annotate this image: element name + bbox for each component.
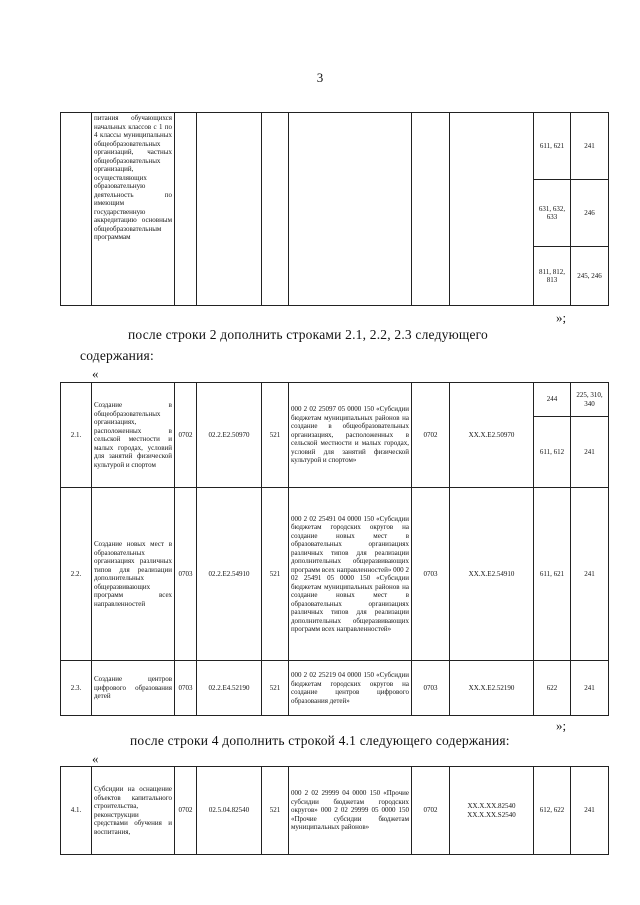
income-code: 000 2 02 25097 05 0000 150 «Субсидии бюджетам муниципальных районов на создание в общеобразовательных организациях, расположенных в сельской местности и малых городах, условий для занятий физической культурой и спортом» — [289, 383, 412, 488]
section-code-2: 0703 — [412, 488, 450, 661]
row-name: Субсидии на оснащение объектов капитального строительства, реконструкции средствами обучения и воспитания, — [92, 767, 175, 855]
paragraph-insert-rows: после строки 2 дополнить строками 2.1, 2.2, 2.3 следующего — [128, 327, 489, 342]
target-code: 02.2.E4.52190 — [197, 661, 262, 716]
section-code-2: 0703 — [412, 661, 450, 716]
kosgu-cell: 246 — [571, 180, 609, 247]
kvr-cell: 611, 621 — [534, 113, 571, 180]
target-code: 02.5.04.82540 — [197, 767, 262, 855]
table-continuation — [60, 112, 609, 306]
row-description: питания обучающихся начальных классов с 1 по 4 классы муниципальных общеобразовательных организаций, частных общеобразовательных организаций, осуществляющих образовательную деятельность по имеющим государственную аккредитацию основным общеобразовательным программам — [92, 113, 175, 306]
income-code: 000 2 02 29999 04 0000 150 «Прочие субсидии бюджетам городских округов» 000 2 02 29999 05 0000 150 «Прочие субсидии бюджетам муниципальных районов» — [289, 767, 412, 855]
paragraph-insert-row: после строки 4 дополнить строкой 4.1 следующего содержания: — [130, 733, 510, 748]
kosgu-cell: 241 — [571, 488, 609, 661]
table-new-rows — [60, 382, 609, 716]
grbs-code: 521 — [262, 661, 289, 716]
opening-quote: « — [92, 751, 99, 766]
opening-quote: « — [92, 366, 99, 381]
kvr-cell: 611, 621 — [534, 488, 571, 661]
kosgu-cell: 225, 310, 340 — [571, 383, 609, 417]
income-code: 000 2 02 25219 04 0000 150 «Субсидии бюджетам городских округов на создание центров цифрового образования детей» — [289, 661, 412, 716]
grbs-code: 521 — [262, 767, 289, 855]
kosgu-cell: 241 — [571, 113, 609, 180]
kvr-cell: 611, 612 — [534, 417, 571, 488]
row-name: Создание новых мест в образовательных организациях различных типов для реализации дополнительных общеразвивающих программ всех направленностей — [92, 488, 175, 661]
page-number: 3 — [316, 70, 324, 85]
local-code: XX.X.XX.82540 XX.X.XX.S2540 — [450, 767, 534, 855]
local-code: XX.X.E2.52190 — [450, 661, 534, 716]
kosgu-cell: 241 — [571, 767, 609, 855]
local-code: XX.X.E2.54910 — [450, 488, 534, 661]
kosgu-cell: 241 — [571, 661, 609, 716]
row-number: 2.3. — [61, 661, 92, 716]
target-code: 02.2.E2.54910 — [197, 488, 262, 661]
paragraph-insert-rows-cont: содержания: — [80, 348, 154, 363]
kvr-cell: 631, 632, 633 — [534, 180, 571, 247]
kvr-cell: 811, 812, 813 — [534, 247, 571, 306]
kvr-cell: 612, 622 — [534, 767, 571, 855]
section-code: 0703 — [175, 488, 197, 661]
section-code: 0702 — [175, 767, 197, 855]
row-number: 2.2. — [61, 488, 92, 661]
table-new-row — [60, 766, 609, 855]
closing-quote: »; — [556, 718, 567, 733]
row-name: Создание центров цифрового образования детей — [92, 661, 175, 716]
row-name: Создание в общеобразовательных организациях, расположенных в сельской местности и малых городах, условий для занятий физической культурой и спортом — [92, 383, 175, 488]
section-code-2: 0702 — [412, 383, 450, 488]
income-code: 000 2 02 25491 04 0000 150 «Субсидии бюджетам городских округов на создание новых мест в образовательных организациях различных типов для реализации дополнительных общеразвивающих программ всех направленностей» 000 2 02 25491 05 0000 150 «Субсидии бюджетам муниципальных районов на создание новых мест в образовательных организациях различных типов для реализации дополнительных общеразвивающих программ всех направленностей» — [289, 488, 412, 661]
section-code-2: 0702 — [412, 767, 450, 855]
target-code: 02.2.E2.50970 — [197, 383, 262, 488]
section-code: 0702 — [175, 383, 197, 488]
closing-quote: »; — [556, 310, 567, 325]
kvr-cell: 244 — [534, 383, 571, 417]
grbs-code: 521 — [262, 383, 289, 488]
kvr-cell: 622 — [534, 661, 571, 716]
row-number: 2.1. — [61, 383, 92, 488]
kosgu-cell: 241 — [571, 417, 609, 488]
kosgu-cell: 245, 246 — [571, 247, 609, 306]
section-code: 0703 — [175, 661, 197, 716]
row-number: 4.1. — [61, 767, 92, 855]
local-code: XX.X.E2.50970 — [450, 383, 534, 488]
grbs-code: 521 — [262, 488, 289, 661]
